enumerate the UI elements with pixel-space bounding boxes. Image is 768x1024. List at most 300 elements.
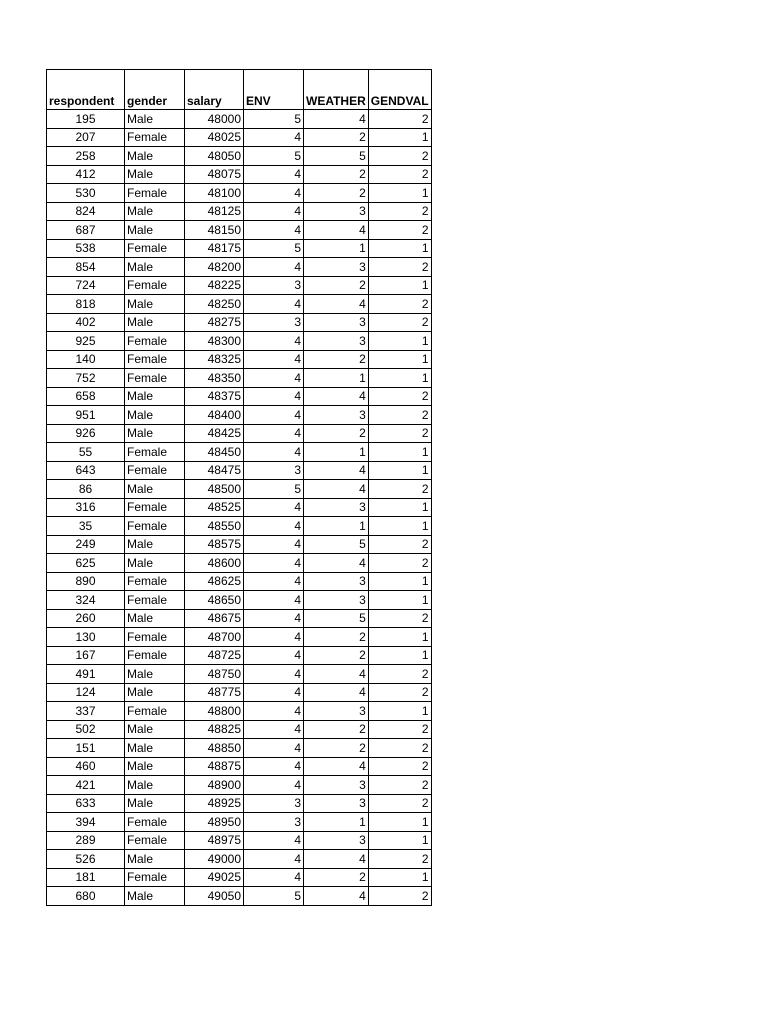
weather-cell[interactable]: 1	[304, 239, 369, 258]
gender-cell[interactable]: Male	[125, 720, 185, 739]
weather-cell[interactable]: 1	[304, 443, 369, 462]
env-cell[interactable]: 3	[244, 276, 304, 295]
weather-cell[interactable]: 2	[304, 646, 369, 665]
table-row	[47, 461, 432, 480]
env-cell[interactable]: 4	[244, 350, 304, 369]
header-row	[47, 70, 432, 110]
salary-cell[interactable]: 48000	[185, 110, 244, 129]
respondent-cell[interactable]: 625	[47, 554, 125, 573]
salary-cell[interactable]: 48450	[185, 443, 244, 462]
respondent-cell[interactable]: 167	[47, 646, 125, 665]
respondent-cell[interactable]: 130	[47, 628, 125, 647]
weather-cell[interactable]: 5	[304, 609, 369, 628]
gendval-cell[interactable]: 2	[368, 887, 431, 906]
gendval-cell[interactable]: 1	[368, 591, 431, 610]
respondent-cell[interactable]: 249	[47, 535, 125, 554]
weather-cell[interactable]: 4	[304, 387, 369, 406]
table-row	[47, 739, 432, 758]
weather-cell[interactable]: 2	[304, 868, 369, 887]
respondent-cell[interactable]: 421	[47, 776, 125, 795]
weather-cell[interactable]: 3	[304, 332, 369, 351]
env-cell[interactable]: 4	[244, 424, 304, 443]
gender-cell[interactable]: Male	[125, 387, 185, 406]
respondent-cell[interactable]: 491	[47, 665, 125, 684]
gender-cell[interactable]: Male	[125, 221, 185, 240]
table-row	[47, 720, 432, 739]
gendval-cell[interactable]: 1	[368, 443, 431, 462]
respondent-cell[interactable]: 824	[47, 202, 125, 221]
respondent-cell[interactable]: 951	[47, 406, 125, 425]
gendval-cell[interactable]: 2	[368, 147, 431, 166]
table-row	[47, 683, 432, 702]
gendval-cell[interactable]: 2	[368, 757, 431, 776]
salary-cell[interactable]: 48525	[185, 498, 244, 517]
env-cell[interactable]: 5	[244, 147, 304, 166]
env-cell[interactable]: 4	[244, 646, 304, 665]
salary-cell[interactable]: 48425	[185, 424, 244, 443]
gendval-cell[interactable]: 1	[368, 128, 431, 147]
salary-cell[interactable]: 48350	[185, 369, 244, 388]
gender-cell[interactable]: Female	[125, 813, 185, 832]
env-cell[interactable]: 4	[244, 498, 304, 517]
gender-cell[interactable]: Male	[125, 683, 185, 702]
table-row	[47, 276, 432, 295]
header-respondent[interactable]: respondent	[47, 70, 125, 110]
salary-cell[interactable]: 48100	[185, 184, 244, 203]
weather-cell[interactable]: 2	[304, 165, 369, 184]
gendval-cell[interactable]: 2	[368, 794, 431, 813]
gender-cell[interactable]: Female	[125, 128, 185, 147]
salary-cell[interactable]: 48700	[185, 628, 244, 647]
table-row	[47, 128, 432, 147]
table-row	[47, 313, 432, 332]
gender-cell[interactable]: Male	[125, 535, 185, 554]
gendval-cell[interactable]: 1	[368, 628, 431, 647]
weather-cell[interactable]: 2	[304, 350, 369, 369]
table-row	[47, 813, 432, 832]
salary-cell[interactable]: 48900	[185, 776, 244, 795]
env-cell[interactable]: 4	[244, 757, 304, 776]
env-cell[interactable]: 4	[244, 683, 304, 702]
spreadsheet-area	[46, 69, 432, 906]
gendval-cell[interactable]: 1	[368, 572, 431, 591]
salary-cell[interactable]: 48300	[185, 332, 244, 351]
salary-cell[interactable]: 48850	[185, 739, 244, 758]
salary-cell[interactable]: 48075	[185, 165, 244, 184]
env-cell[interactable]: 4	[244, 184, 304, 203]
env-cell[interactable]: 5	[244, 480, 304, 499]
respondent-cell[interactable]: 324	[47, 591, 125, 610]
gendval-cell[interactable]: 2	[368, 313, 431, 332]
salary-cell[interactable]: 48025	[185, 128, 244, 147]
salary-cell[interactable]: 48575	[185, 535, 244, 554]
gendval-cell[interactable]: 1	[368, 868, 431, 887]
table-row	[47, 572, 432, 591]
gendval-cell[interactable]: 1	[368, 517, 431, 536]
salary-cell[interactable]: 48200	[185, 258, 244, 277]
gender-cell[interactable]: Female	[125, 276, 185, 295]
respondent-cell[interactable]: 86	[47, 480, 125, 499]
gendval-cell[interactable]: 2	[368, 387, 431, 406]
table-row	[47, 535, 432, 554]
gender-cell[interactable]: Male	[125, 406, 185, 425]
salary-cell[interactable]: 48625	[185, 572, 244, 591]
table-row	[47, 609, 432, 628]
env-cell[interactable]: 3	[244, 461, 304, 480]
weather-cell[interactable]: 3	[304, 498, 369, 517]
respondent-cell[interactable]: 124	[47, 683, 125, 702]
gendval-cell[interactable]: 2	[368, 739, 431, 758]
weather-cell[interactable]: 3	[304, 572, 369, 591]
respondent-cell[interactable]: 687	[47, 221, 125, 240]
weather-cell[interactable]: 3	[304, 313, 369, 332]
env-cell[interactable]: 4	[244, 387, 304, 406]
gendval-cell[interactable]: 2	[368, 202, 431, 221]
table-row	[47, 350, 432, 369]
weather-cell[interactable]: 3	[304, 831, 369, 850]
respondent-cell[interactable]: 890	[47, 572, 125, 591]
gendval-cell[interactable]: 2	[368, 720, 431, 739]
weather-cell[interactable]: 4	[304, 110, 369, 129]
weather-cell[interactable]: 4	[304, 221, 369, 240]
respondent-cell[interactable]: 35	[47, 517, 125, 536]
env-cell[interactable]: 4	[244, 702, 304, 721]
env-cell[interactable]: 4	[244, 165, 304, 184]
salary-cell[interactable]: 48325	[185, 350, 244, 369]
header-weather[interactable]: WEATHER	[304, 70, 369, 110]
salary-cell[interactable]: 48925	[185, 794, 244, 813]
table-row	[47, 498, 432, 517]
weather-cell[interactable]: 2	[304, 276, 369, 295]
gendval-cell[interactable]: 2	[368, 665, 431, 684]
respondent-cell[interactable]: 818	[47, 295, 125, 314]
gender-cell[interactable]: Male	[125, 757, 185, 776]
respondent-cell[interactable]: 502	[47, 720, 125, 739]
env-cell[interactable]: 4	[244, 665, 304, 684]
table-row	[47, 628, 432, 647]
respondent-cell[interactable]: 316	[47, 498, 125, 517]
gender-cell[interactable]: Male	[125, 202, 185, 221]
salary-cell[interactable]: 48375	[185, 387, 244, 406]
env-cell[interactable]: 3	[244, 794, 304, 813]
weather-cell[interactable]: 5	[304, 147, 369, 166]
table-row	[47, 850, 432, 869]
gender-cell[interactable]: Female	[125, 831, 185, 850]
salary-cell[interactable]: 48650	[185, 591, 244, 610]
salary-cell[interactable]: 49025	[185, 868, 244, 887]
header-gendval[interactable]: GENDVAL	[368, 70, 431, 110]
gender-cell[interactable]: Female	[125, 868, 185, 887]
gender-cell[interactable]: Female	[125, 517, 185, 536]
table-row	[47, 702, 432, 721]
table-row	[47, 406, 432, 425]
gendval-cell[interactable]: 2	[368, 683, 431, 702]
env-cell[interactable]: 4	[244, 443, 304, 462]
gendval-cell[interactable]: 2	[368, 295, 431, 314]
gendval-cell[interactable]: 1	[368, 813, 431, 832]
salary-cell[interactable]: 48475	[185, 461, 244, 480]
header-gender[interactable]: gender	[125, 70, 185, 110]
salary-cell[interactable]: 48175	[185, 239, 244, 258]
salary-cell[interactable]: 48825	[185, 720, 244, 739]
env-cell[interactable]: 4	[244, 221, 304, 240]
env-cell[interactable]: 4	[244, 572, 304, 591]
table-row	[47, 646, 432, 665]
respondent-cell[interactable]: 402	[47, 313, 125, 332]
gender-cell[interactable]: Female	[125, 572, 185, 591]
env-cell[interactable]: 4	[244, 720, 304, 739]
table-row	[47, 517, 432, 536]
env-cell[interactable]: 4	[244, 591, 304, 610]
env-cell[interactable]: 5	[244, 110, 304, 129]
weather-cell[interactable]: 2	[304, 628, 369, 647]
gendval-cell[interactable]: 1	[368, 369, 431, 388]
gendval-cell[interactable]: 2	[368, 554, 431, 573]
header-salary[interactable]: salary	[185, 70, 244, 110]
salary-cell[interactable]: 48875	[185, 757, 244, 776]
gender-cell[interactable]: Female	[125, 646, 185, 665]
weather-cell[interactable]: 4	[304, 295, 369, 314]
salary-cell[interactable]: 48125	[185, 202, 244, 221]
env-cell[interactable]: 4	[244, 258, 304, 277]
table-row	[47, 757, 432, 776]
gender-cell[interactable]: Male	[125, 165, 185, 184]
respondent-cell[interactable]: 289	[47, 831, 125, 850]
weather-cell[interactable]: 3	[304, 406, 369, 425]
weather-cell[interactable]: 2	[304, 720, 369, 739]
respondent-cell[interactable]: 195	[47, 110, 125, 129]
gendval-cell[interactable]: 2	[368, 424, 431, 443]
gendval-cell[interactable]: 2	[368, 480, 431, 499]
gender-cell[interactable]: Male	[125, 850, 185, 869]
gender-cell[interactable]: Male	[125, 887, 185, 906]
weather-cell[interactable]: 4	[304, 461, 369, 480]
gender-cell[interactable]: Male	[125, 424, 185, 443]
weather-cell[interactable]: 1	[304, 517, 369, 536]
gendval-cell[interactable]: 1	[368, 461, 431, 480]
env-cell[interactable]: 4	[244, 202, 304, 221]
respondent-cell[interactable]: 337	[47, 702, 125, 721]
env-cell[interactable]: 4	[244, 868, 304, 887]
gender-cell[interactable]: Female	[125, 628, 185, 647]
weather-cell[interactable]: 1	[304, 369, 369, 388]
env-cell[interactable]: 4	[244, 406, 304, 425]
respondent-cell[interactable]: 530	[47, 184, 125, 203]
env-cell[interactable]: 5	[244, 887, 304, 906]
table-row	[47, 480, 432, 499]
table-row	[47, 165, 432, 184]
gender-cell[interactable]: Female	[125, 350, 185, 369]
table-row	[47, 184, 432, 203]
gender-cell[interactable]: Male	[125, 739, 185, 758]
gendval-cell[interactable]: 1	[368, 831, 431, 850]
salary-cell[interactable]: 48750	[185, 665, 244, 684]
gender-cell[interactable]: Female	[125, 498, 185, 517]
weather-cell[interactable]: 4	[304, 850, 369, 869]
respondent-cell[interactable]: 140	[47, 350, 125, 369]
respondent-cell[interactable]: 258	[47, 147, 125, 166]
env-cell[interactable]: 4	[244, 535, 304, 554]
gender-cell[interactable]: Female	[125, 702, 185, 721]
gender-cell[interactable]: Male	[125, 480, 185, 499]
gender-cell[interactable]: Female	[125, 369, 185, 388]
respondent-cell[interactable]: 925	[47, 332, 125, 351]
gendval-cell[interactable]: 2	[368, 535, 431, 554]
weather-cell[interactable]: 3	[304, 258, 369, 277]
weather-cell[interactable]: 4	[304, 554, 369, 573]
salary-cell[interactable]: 48725	[185, 646, 244, 665]
gender-cell[interactable]: Male	[125, 609, 185, 628]
gendval-cell[interactable]: 2	[368, 258, 431, 277]
gender-cell[interactable]: Male	[125, 554, 185, 573]
gender-cell[interactable]: Female	[125, 332, 185, 351]
salary-cell[interactable]: 48400	[185, 406, 244, 425]
gender-cell[interactable]: Male	[125, 794, 185, 813]
salary-cell[interactable]: 48050	[185, 147, 244, 166]
table-row	[47, 776, 432, 795]
env-cell[interactable]: 4	[244, 128, 304, 147]
salary-cell[interactable]: 49000	[185, 850, 244, 869]
salary-cell[interactable]: 48975	[185, 831, 244, 850]
env-cell[interactable]: 4	[244, 831, 304, 850]
weather-cell[interactable]: 4	[304, 887, 369, 906]
env-cell[interactable]: 4	[244, 332, 304, 351]
gendval-cell[interactable]: 1	[368, 498, 431, 517]
gendval-cell[interactable]: 1	[368, 184, 431, 203]
weather-cell[interactable]: 2	[304, 184, 369, 203]
respondent-cell[interactable]: 680	[47, 887, 125, 906]
respondent-cell[interactable]: 151	[47, 739, 125, 758]
gendval-cell[interactable]: 1	[368, 276, 431, 295]
table-row	[47, 591, 432, 610]
gendval-cell[interactable]: 1	[368, 646, 431, 665]
respondent-cell[interactable]: 412	[47, 165, 125, 184]
env-cell[interactable]: 4	[244, 739, 304, 758]
gender-cell[interactable]: Male	[125, 295, 185, 314]
weather-cell[interactable]: 2	[304, 424, 369, 443]
salary-cell[interactable]: 48800	[185, 702, 244, 721]
table-body	[47, 110, 432, 906]
gendval-cell[interactable]: 2	[368, 609, 431, 628]
gendval-cell[interactable]: 1	[368, 239, 431, 258]
gender-cell[interactable]: Male	[125, 147, 185, 166]
env-cell[interactable]: 3	[244, 313, 304, 332]
weather-cell[interactable]: 4	[304, 665, 369, 684]
gender-cell[interactable]: Male	[125, 665, 185, 684]
table-row	[47, 387, 432, 406]
respondent-cell[interactable]: 55	[47, 443, 125, 462]
env-cell[interactable]: 4	[244, 609, 304, 628]
header-env[interactable]: ENV	[244, 70, 304, 110]
salary-cell[interactable]: 48950	[185, 813, 244, 832]
respondent-cell[interactable]: 460	[47, 757, 125, 776]
respondent-cell[interactable]: 538	[47, 239, 125, 258]
weather-cell[interactable]: 2	[304, 739, 369, 758]
salary-cell[interactable]: 48675	[185, 609, 244, 628]
respondent-cell[interactable]: 658	[47, 387, 125, 406]
gendval-cell[interactable]: 2	[368, 165, 431, 184]
salary-cell[interactable]: 48150	[185, 221, 244, 240]
gender-cell[interactable]: Male	[125, 258, 185, 277]
gender-cell[interactable]: Male	[125, 110, 185, 129]
gendval-cell[interactable]: 1	[368, 350, 431, 369]
env-cell[interactable]: 4	[244, 628, 304, 647]
gender-cell[interactable]: Female	[125, 591, 185, 610]
weather-cell[interactable]: 4	[304, 683, 369, 702]
gender-cell[interactable]: Female	[125, 461, 185, 480]
env-cell[interactable]: 5	[244, 239, 304, 258]
gendval-cell[interactable]: 2	[368, 221, 431, 240]
table-row	[47, 794, 432, 813]
respondent-cell[interactable]: 752	[47, 369, 125, 388]
table-row	[47, 554, 432, 573]
table-row	[47, 424, 432, 443]
env-cell[interactable]: 4	[244, 776, 304, 795]
table-row	[47, 443, 432, 462]
salary-cell[interactable]: 48775	[185, 683, 244, 702]
gendval-cell[interactable]: 2	[368, 850, 431, 869]
respondent-cell[interactable]: 724	[47, 276, 125, 295]
weather-cell[interactable]: 4	[304, 757, 369, 776]
respondent-cell[interactable]: 854	[47, 258, 125, 277]
respondent-cell[interactable]: 260	[47, 609, 125, 628]
weather-cell[interactable]: 5	[304, 535, 369, 554]
env-cell[interactable]: 4	[244, 850, 304, 869]
salary-cell[interactable]: 48250	[185, 295, 244, 314]
weather-cell[interactable]: 3	[304, 794, 369, 813]
gender-cell[interactable]: Male	[125, 776, 185, 795]
table-row	[47, 221, 432, 240]
respondent-cell[interactable]: 633	[47, 794, 125, 813]
weather-cell[interactable]: 3	[304, 591, 369, 610]
respondent-cell[interactable]: 643	[47, 461, 125, 480]
env-cell[interactable]: 4	[244, 295, 304, 314]
gender-cell[interactable]: Female	[125, 184, 185, 203]
salary-cell[interactable]: 49050	[185, 887, 244, 906]
salary-cell[interactable]: 48550	[185, 517, 244, 536]
respondent-cell[interactable]: 207	[47, 128, 125, 147]
salary-cell[interactable]: 48600	[185, 554, 244, 573]
gender-cell[interactable]: Female	[125, 239, 185, 258]
table-row	[47, 147, 432, 166]
weather-cell[interactable]: 4	[304, 480, 369, 499]
weather-cell[interactable]: 1	[304, 813, 369, 832]
respondent-cell[interactable]: 181	[47, 868, 125, 887]
respondent-cell[interactable]: 526	[47, 850, 125, 869]
gendval-cell[interactable]: 2	[368, 776, 431, 795]
env-cell[interactable]: 4	[244, 369, 304, 388]
gendval-cell[interactable]: 2	[368, 406, 431, 425]
respondent-cell[interactable]: 394	[47, 813, 125, 832]
table-row	[47, 239, 432, 258]
env-cell[interactable]: 4	[244, 517, 304, 536]
gendval-cell[interactable]: 1	[368, 332, 431, 351]
gender-cell[interactable]: Male	[125, 313, 185, 332]
gender-cell[interactable]: Female	[125, 443, 185, 462]
env-cell[interactable]: 3	[244, 813, 304, 832]
salary-cell[interactable]: 48500	[185, 480, 244, 499]
gendval-cell[interactable]: 2	[368, 110, 431, 129]
salary-cell[interactable]: 48275	[185, 313, 244, 332]
salary-cell[interactable]: 48225	[185, 276, 244, 295]
weather-cell[interactable]: 2	[304, 128, 369, 147]
env-cell[interactable]: 4	[244, 554, 304, 573]
weather-cell[interactable]: 3	[304, 702, 369, 721]
gendval-cell[interactable]: 1	[368, 702, 431, 721]
respondent-cell[interactable]: 926	[47, 424, 125, 443]
weather-cell[interactable]: 3	[304, 776, 369, 795]
weather-cell[interactable]: 3	[304, 202, 369, 221]
